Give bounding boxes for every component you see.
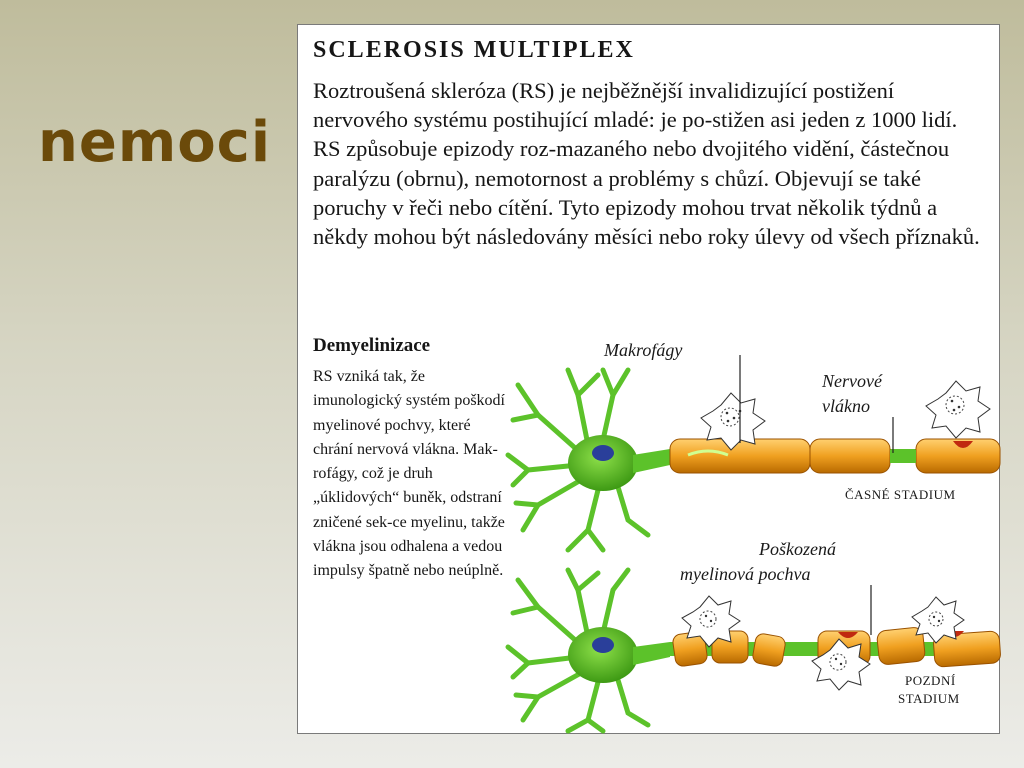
intro-paragraph: Roztroušená skleróza (RS) je nejběžnější invalidizující postižení nervového systému postihující mladé: je po-stižen asi jeden z 1000 lidí. RS způsobuje epizody roz-mazaného nebo dvojitého vidění, částečnou paralýzu (obrnu), nemotornost a problémy s chůzí. Objevují se také poruchy v řeči nebo cítění. Tyto epizody mohou trvat několik týdnů a někdy mohou být následovány měsíci nebo roky úlevy od všech příznaků. (313, 78, 980, 250)
label-macrophages: Makrofágy (604, 340, 683, 360)
label-nerve-fiber-1: Nervové (822, 371, 882, 391)
demyelination-heading: Demyelinizace (313, 335, 431, 356)
label-late-stage-2: STADIUM (898, 691, 960, 706)
ms-info-panel (297, 24, 1000, 734)
demyelination-text: RS vzniká tak, že imunologický systém poškodí myelinové pochvy, které chrání nervová vlákna. Mak-rofágy, což je druh „úklidových“ buněk, odstraní zničené sek-ce myelinu, takže vlákna jsou odhalena a vedou impulsy špatně nebo neúplně. (313, 368, 505, 580)
slide-title: nemoci (38, 110, 272, 175)
label-nerve-fiber-2: vlákno (822, 396, 870, 416)
panel-heading: SCLEROSIS MULTIPLEX (313, 37, 635, 63)
label-early-stage: ČASNÉ STADIUM (845, 487, 956, 502)
label-late-stage-1: POZDNÍ (905, 673, 956, 688)
late-stage-neuron (508, 570, 1001, 731)
neuron-illustration (298, 25, 1001, 735)
early-stage-neuron (508, 370, 1000, 550)
label-damaged-sheath-1: Poškozená (759, 539, 836, 559)
macrophage-icon (926, 381, 990, 438)
label-damaged-sheath-2: myelinová pochva (680, 564, 811, 584)
